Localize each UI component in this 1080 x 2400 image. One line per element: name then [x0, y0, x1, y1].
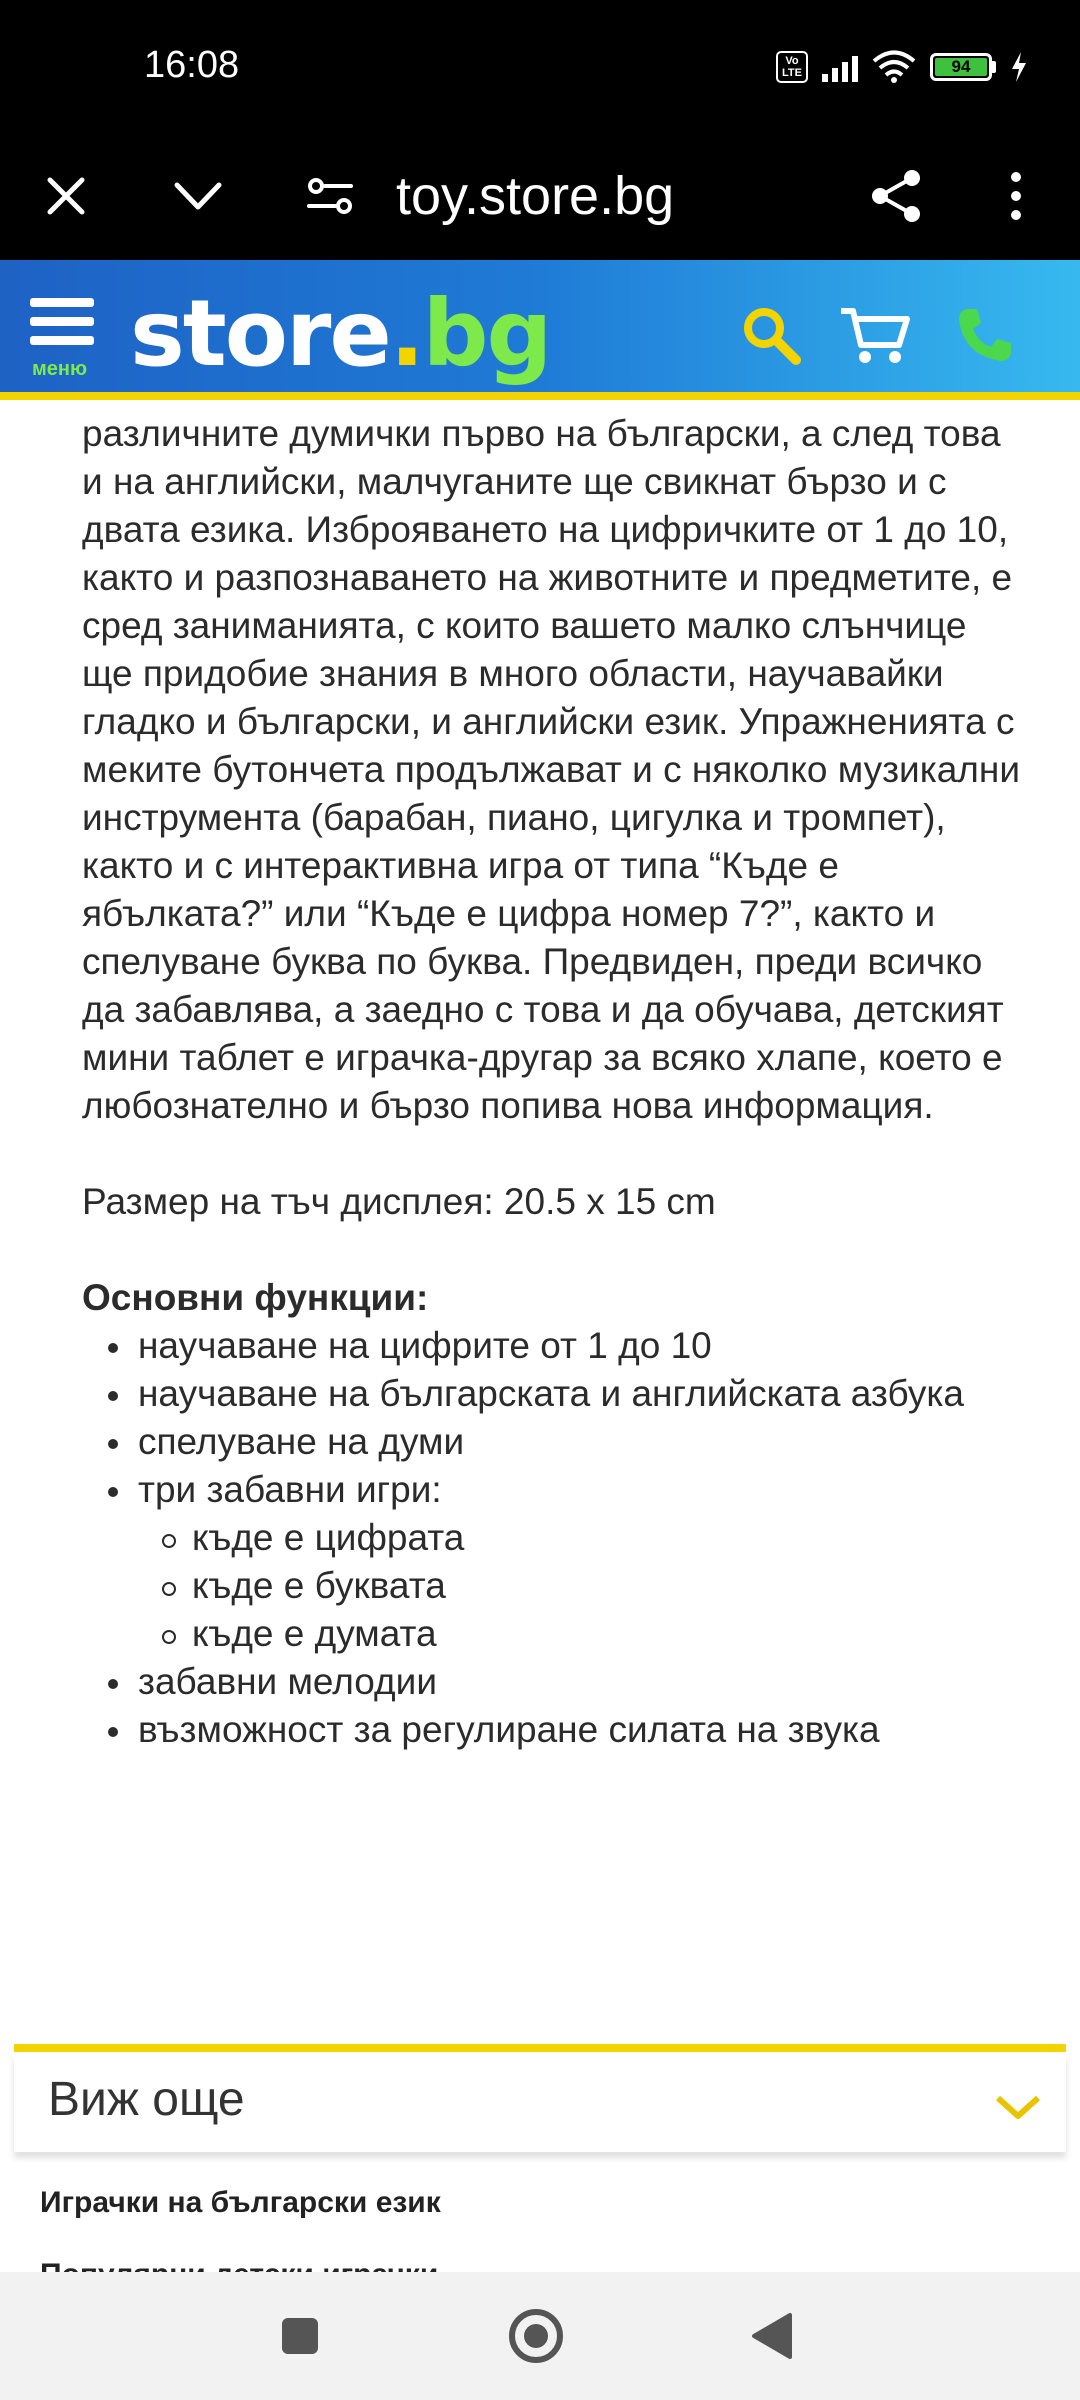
- divider: [14, 2044, 1066, 2052]
- status-time: 16:08: [144, 44, 240, 86]
- related-link[interactable]: Играчки на български език: [40, 2186, 441, 2219]
- list-item: спелуване на думи: [82, 1418, 1022, 1466]
- search-button[interactable]: [736, 300, 806, 370]
- back-button[interactable]: [740, 2304, 804, 2368]
- close-tab-button[interactable]: [36, 166, 96, 226]
- status-icons: [776, 50, 1028, 84]
- signal-icon: [822, 52, 858, 82]
- features-heading: Основни функции:: [82, 1277, 429, 1318]
- chevron-down-icon: [173, 181, 223, 211]
- display-size: Размер на тъч дисплея: 20.5 x 15 cm: [82, 1181, 716, 1222]
- more-options-button[interactable]: [986, 166, 1046, 226]
- tune-icon: [307, 176, 353, 216]
- site-header: [0, 260, 1080, 400]
- list-item: научаване на българската и английската азбука: [82, 1370, 1022, 1418]
- sub-list-item: къде е думата: [82, 1610, 1022, 1658]
- list-item: забавни мелодии: [82, 1658, 1022, 1706]
- url-bar[interactable]: toy.store.bg: [396, 166, 675, 226]
- home-button[interactable]: [504, 2304, 568, 2368]
- browser-toolbar: [0, 130, 1080, 260]
- list-item: три забавни игри:: [82, 1466, 1022, 1514]
- close-icon: [46, 176, 86, 216]
- see-more-toggle[interactable]: [14, 2052, 1066, 2152]
- share-icon: [870, 168, 922, 224]
- description-paragraph: различните думички първо на български, а след това и на английски, малчуганите ще свикнат бързо и с двата езика. Изброяването на цифричките от 1 до 10, както и разпознаването на животните и предметите, е сред заниманията, с които вашето малко слънчице ще придобие знания в много области, научавайки гладко и български, и английски език. Упражненията с меките бутончета продължават и с няколко музикални инструмента (барабан, пиано, цигулка и тромпет), както и с интерактивна игра от типа “Къде е ябълката?” или “Къде е цифра номер 7?”, както и спелуване буква по буква. Предвиден, преди всичко да забавлява, а заедно с това и да обучава, детският мини таблет е играчка-другар за всяко хлапе, което е любознателно и бързо попива нова информация.: [82, 413, 1020, 1126]
- list-item: възможност за регулиране силата на звука: [82, 1706, 1022, 1754]
- cart-button[interactable]: [840, 300, 910, 370]
- store-logo[interactable]: store.bg: [130, 280, 551, 387]
- chevron-down-icon: [994, 2082, 1042, 2130]
- wifi-icon: [872, 50, 916, 84]
- share-button[interactable]: [866, 166, 926, 226]
- sub-list-item: къде е буквата: [82, 1562, 1022, 1610]
- site-settings-button[interactable]: [300, 166, 360, 226]
- battery-level: 94: [935, 58, 987, 76]
- status-bar: [0, 0, 1080, 130]
- square-icon: [280, 2316, 320, 2356]
- menu-button[interactable]: [30, 298, 100, 380]
- more-vert-icon: [1009, 171, 1023, 221]
- battery-icon: [930, 53, 996, 81]
- phone-icon: [955, 305, 1015, 365]
- sub-list-item: къде е цифрата: [82, 1514, 1022, 1562]
- system-nav-bar: [0, 2272, 1080, 2400]
- recents-button[interactable]: [268, 2304, 332, 2368]
- list-item: научаване на цифрите от 1 до 10: [82, 1322, 1022, 1370]
- home-circle-icon: [507, 2307, 565, 2365]
- menu-label: меню: [32, 358, 88, 380]
- features-list: [82, 1322, 1022, 1754]
- related-link[interactable]: [40, 2260, 438, 2272]
- volte-icon: Vo LTE: [776, 51, 808, 83]
- phone-button[interactable]: [950, 300, 1020, 370]
- product-description: [82, 410, 1022, 1754]
- charging-icon: [1010, 51, 1028, 83]
- minimize-button[interactable]: [168, 166, 228, 226]
- search-icon: [740, 304, 802, 366]
- cart-icon: [839, 303, 911, 367]
- see-more-title: Виж още: [48, 2073, 245, 2126]
- back-triangle-icon: [750, 2311, 794, 2361]
